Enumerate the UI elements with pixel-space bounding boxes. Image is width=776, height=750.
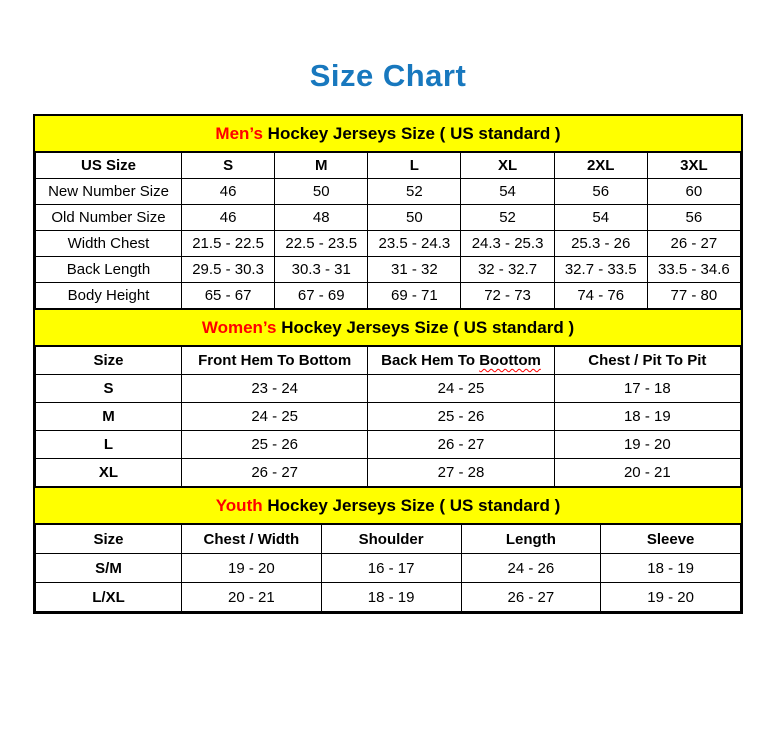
- size-chart: [33, 114, 743, 614]
- table-cell: 65 - 67: [182, 283, 275, 309]
- table-row: [36, 205, 741, 231]
- table-row: [36, 179, 741, 205]
- table-row: [36, 583, 741, 612]
- table-cell: 26 - 27: [647, 231, 740, 257]
- row-label: Back Length: [36, 257, 182, 283]
- table-cell: 74 - 76: [554, 283, 647, 309]
- table-cell: 18 - 19: [554, 403, 740, 431]
- table-cell: 31 - 32: [368, 257, 461, 283]
- mens-heading-band: [35, 116, 741, 152]
- row-label: Old Number Size: [36, 205, 182, 231]
- column-header: S: [182, 153, 275, 179]
- table-cell: 60: [647, 179, 740, 205]
- table-cell: 26 - 27: [182, 459, 368, 487]
- table-cell: 24 - 26: [461, 554, 601, 583]
- table-cell: 24.3 - 25.3: [461, 231, 554, 257]
- row-label: S: [36, 375, 182, 403]
- table-cell: 50: [368, 205, 461, 231]
- table-cell: 52: [461, 205, 554, 231]
- table-cell: 25 - 26: [368, 403, 554, 431]
- column-header: Size: [36, 347, 182, 375]
- column-header: Back Hem To Boottom: [368, 347, 554, 375]
- youth-body: [36, 554, 741, 612]
- table-cell: 21.5 - 22.5: [182, 231, 275, 257]
- table-cell: 24 - 25: [182, 403, 368, 431]
- table-cell: 52: [368, 179, 461, 205]
- column-header: M: [275, 153, 368, 179]
- table-cell: 23 - 24: [182, 375, 368, 403]
- youth-size-table: [35, 524, 741, 612]
- table-cell: 54: [554, 205, 647, 231]
- table-cell: 19 - 20: [601, 583, 741, 612]
- table-cell: 20 - 21: [182, 583, 322, 612]
- table-cell: 17 - 18: [554, 375, 740, 403]
- row-label: Body Height: [36, 283, 182, 309]
- mens-size-table: [35, 152, 741, 309]
- youth-heading-text: Hockey Jerseys Size ( US standard ): [262, 495, 561, 515]
- mens-heading-text: Hockey Jerseys Size ( US standard ): [262, 123, 561, 143]
- womens-header: [36, 347, 741, 375]
- table-cell: 56: [554, 179, 647, 205]
- column-header: Chest / Width: [182, 525, 322, 554]
- table-cell: 32.7 - 33.5: [554, 257, 647, 283]
- table-cell: 48: [275, 205, 368, 231]
- womens-heading-text: Hockey Jerseys Size ( US standard ): [276, 317, 575, 337]
- table-row: [36, 231, 741, 257]
- womens-heading-band: [35, 309, 741, 346]
- table-cell: 25.3 - 26: [554, 231, 647, 257]
- column-header: XL: [461, 153, 554, 179]
- youth-section: [35, 487, 741, 612]
- table-row: [36, 375, 741, 403]
- youth-heading-keyword: Youth: [215, 495, 263, 515]
- table-cell: 29.5 - 30.3: [182, 257, 275, 283]
- column-header: Sleeve: [601, 525, 741, 554]
- spellcheck-underline-word: Boottom: [479, 352, 541, 369]
- table-cell: 18 - 19: [321, 583, 461, 612]
- table-cell: 19 - 20: [182, 554, 322, 583]
- header-row: [36, 347, 741, 375]
- table-cell: 67 - 69: [275, 283, 368, 309]
- womens-section: [35, 309, 741, 487]
- column-header: US Size: [36, 153, 182, 179]
- table-cell: 27 - 28: [368, 459, 554, 487]
- column-header: Chest / Pit To Pit: [554, 347, 740, 375]
- table-cell: 23.5 - 24.3: [368, 231, 461, 257]
- table-row: [36, 403, 741, 431]
- table-row: [36, 283, 741, 309]
- column-header: 3XL: [647, 153, 740, 179]
- table-cell: 26 - 27: [368, 431, 554, 459]
- table-cell: 72 - 73: [461, 283, 554, 309]
- mens-section: [35, 116, 741, 309]
- mens-body: [36, 179, 741, 309]
- row-label: XL: [36, 459, 182, 487]
- youth-header: [36, 525, 741, 554]
- document-page: [0, 58, 776, 750]
- row-label: New Number Size: [36, 179, 182, 205]
- header-row: [36, 525, 741, 554]
- row-label: L/XL: [36, 583, 182, 612]
- table-cell: 22.5 - 23.5: [275, 231, 368, 257]
- page-title: Size Chart: [309, 58, 467, 93]
- table-row: [36, 431, 741, 459]
- table-cell: 25 - 26: [182, 431, 368, 459]
- table-cell: 50: [275, 179, 368, 205]
- row-label: S/M: [36, 554, 182, 583]
- table-cell: 20 - 21: [554, 459, 740, 487]
- table-row: [36, 257, 741, 283]
- table-cell: 19 - 20: [554, 431, 740, 459]
- column-header: Length: [461, 525, 601, 554]
- table-cell: 46: [182, 179, 275, 205]
- womens-body: [36, 375, 741, 487]
- header-row: [36, 153, 741, 179]
- table-cell: 56: [647, 205, 740, 231]
- table-cell: 46: [182, 205, 275, 231]
- mens-header: [36, 153, 741, 179]
- table-cell: 32 - 32.7: [461, 257, 554, 283]
- womens-heading-keyword: Women’s: [201, 317, 277, 337]
- table-cell: 24 - 25: [368, 375, 554, 403]
- row-label: M: [36, 403, 182, 431]
- table-cell: 69 - 71: [368, 283, 461, 309]
- womens-size-table: [35, 346, 741, 487]
- youth-heading-band: [35, 487, 741, 524]
- table-row: [36, 459, 741, 487]
- column-header: 2XL: [554, 153, 647, 179]
- table-row: [36, 554, 741, 583]
- row-label: L: [36, 431, 182, 459]
- table-cell: 33.5 - 34.6: [647, 257, 740, 283]
- mens-heading-keyword: Men’s: [215, 123, 263, 143]
- row-label: Width Chest: [36, 231, 182, 257]
- table-cell: 16 - 17: [321, 554, 461, 583]
- column-header: Shoulder: [321, 525, 461, 554]
- table-cell: 54: [461, 179, 554, 205]
- column-header: Size: [36, 525, 182, 554]
- column-header: L: [368, 153, 461, 179]
- table-cell: 30.3 - 31: [275, 257, 368, 283]
- column-header: Front Hem To Bottom: [182, 347, 368, 375]
- table-cell: 26 - 27: [461, 583, 601, 612]
- table-cell: 77 - 80: [647, 283, 740, 309]
- table-cell: 18 - 19: [601, 554, 741, 583]
